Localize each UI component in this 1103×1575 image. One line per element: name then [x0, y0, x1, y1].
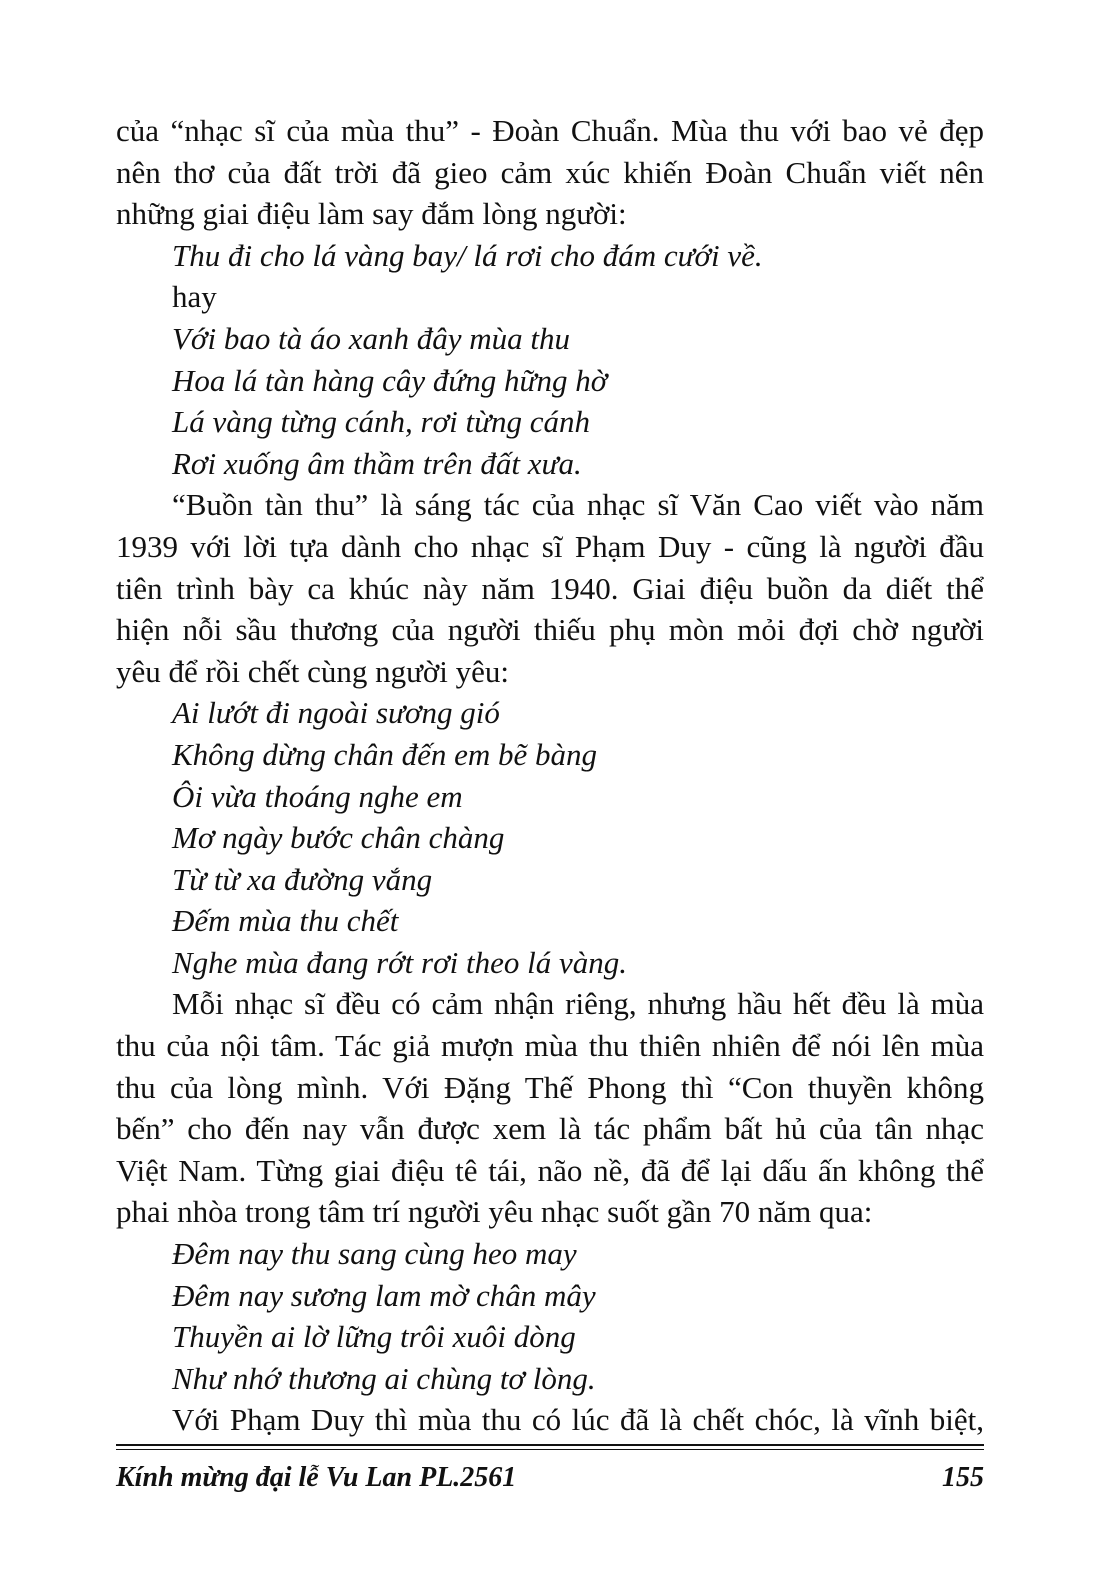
verse-line: Đêm nay thu sang cùng heo may	[172, 1236, 577, 1272]
paragraph-line: phai nhòa trong tâm trí người yêu nhạc suốt gần 70 năm qua:	[116, 1194, 873, 1230]
paragraph-line: “Buồn tàn thu” là sáng tác của nhạc sĩ Văn Cao viết vào năm	[172, 487, 984, 523]
paragraph-line: hiện nỗi sầu thương của người thiếu phụ mòn mỏi đợi chờ người	[116, 612, 984, 648]
verse-line: Từ từ xa đường vắng	[172, 861, 433, 897]
verse-line: Nghe mùa đang rớt rơi theo lá vàng.	[172, 944, 628, 980]
paragraph-line: Việt Nam. Từng giai điệu tê tái, não nề, đã để lại dấu ấn không thể	[116, 1152, 984, 1188]
page-body	[116, 110, 984, 1441]
verse-line: Thuyền ai lờ lững trôi xuôi dòng	[172, 1319, 576, 1355]
paragraph-line: tiên trình bày ca khúc này năm 1940. Giai điệu buồn da diết thể	[116, 570, 984, 606]
footer-title: Kính mừng đại lễ Vu Lan PL.2561	[116, 1462, 517, 1493]
verse-line: Đếm mùa thu chết	[172, 903, 399, 939]
footer-rule	[116, 1444, 984, 1446]
paragraph-line: nên thơ của đất trời đã gieo cảm xúc khiến Đoàn Chuẩn viết nên	[116, 154, 984, 190]
verse-line: Ôi vừa thoáng nghe em	[172, 778, 463, 814]
paragraph-line: 1939 với lời tựa dành cho nhạc sĩ Phạm Duy - cũng là người đầu	[116, 528, 984, 564]
paragraph-line: của “nhạc sĩ của mùa thu” - Đoàn Chuẩn. Mùa thu với bao vẻ đẹp	[116, 113, 984, 148]
verse-line: Như nhớ thương ai chùng tơ lòng.	[172, 1360, 596, 1396]
page-number: 155	[942, 1462, 984, 1493]
verse-line: Ai lướt đi ngoài sương gió	[172, 695, 500, 731]
verse-line: Không dừng chân đến em bẽ bàng	[172, 736, 598, 772]
paragraph-line: bến” cho đến nay vẫn được xem là tác phẩm bất hủ của tân nhạc	[116, 1111, 984, 1147]
verse-line: Thu đi cho lá vàng bay/ lá rơi cho đám cưới về.	[172, 237, 763, 273]
paragraph-line: thu của nội tâm. Tác giả mượn mùa thu thiên nhiên để nói lên mùa	[116, 1028, 984, 1064]
verse-line: Đêm nay sương lam mờ chân mây	[172, 1277, 596, 1313]
paragraph-line: yêu để rồi chết cùng người yêu:	[116, 653, 510, 689]
page-footer	[116, 1460, 984, 1500]
verse-line: Lá vàng từng cánh, rơi từng cánh	[172, 404, 591, 440]
paragraph-line: hay	[172, 279, 217, 315]
paragraph-line: Mỗi nhạc sĩ đều có cảm nhận riêng, nhưng hầu hết đều là mùa	[172, 986, 984, 1022]
verse-line: Hoa lá tàn hàng cây đứng hững hờ	[172, 362, 608, 398]
verse-line: Mơ ngày bước chân chàng	[172, 820, 505, 856]
paragraph-line: thu của lòng mình. Với Đặng Thế Phong thì “Con thuyền không	[116, 1069, 984, 1105]
paragraph-line: Với Phạm Duy thì mùa thu có lúc đã là chết chóc, là vĩnh biệt,	[172, 1402, 984, 1438]
verse-line: Với bao tà áo xanh đây mùa thu	[172, 320, 570, 356]
paragraph-line: những giai điệu làm say đắm lòng người:	[116, 196, 627, 232]
verse-line: Rơi xuống âm thầm trên đất xưa.	[172, 445, 582, 481]
footer-rule-thin	[116, 1449, 984, 1450]
